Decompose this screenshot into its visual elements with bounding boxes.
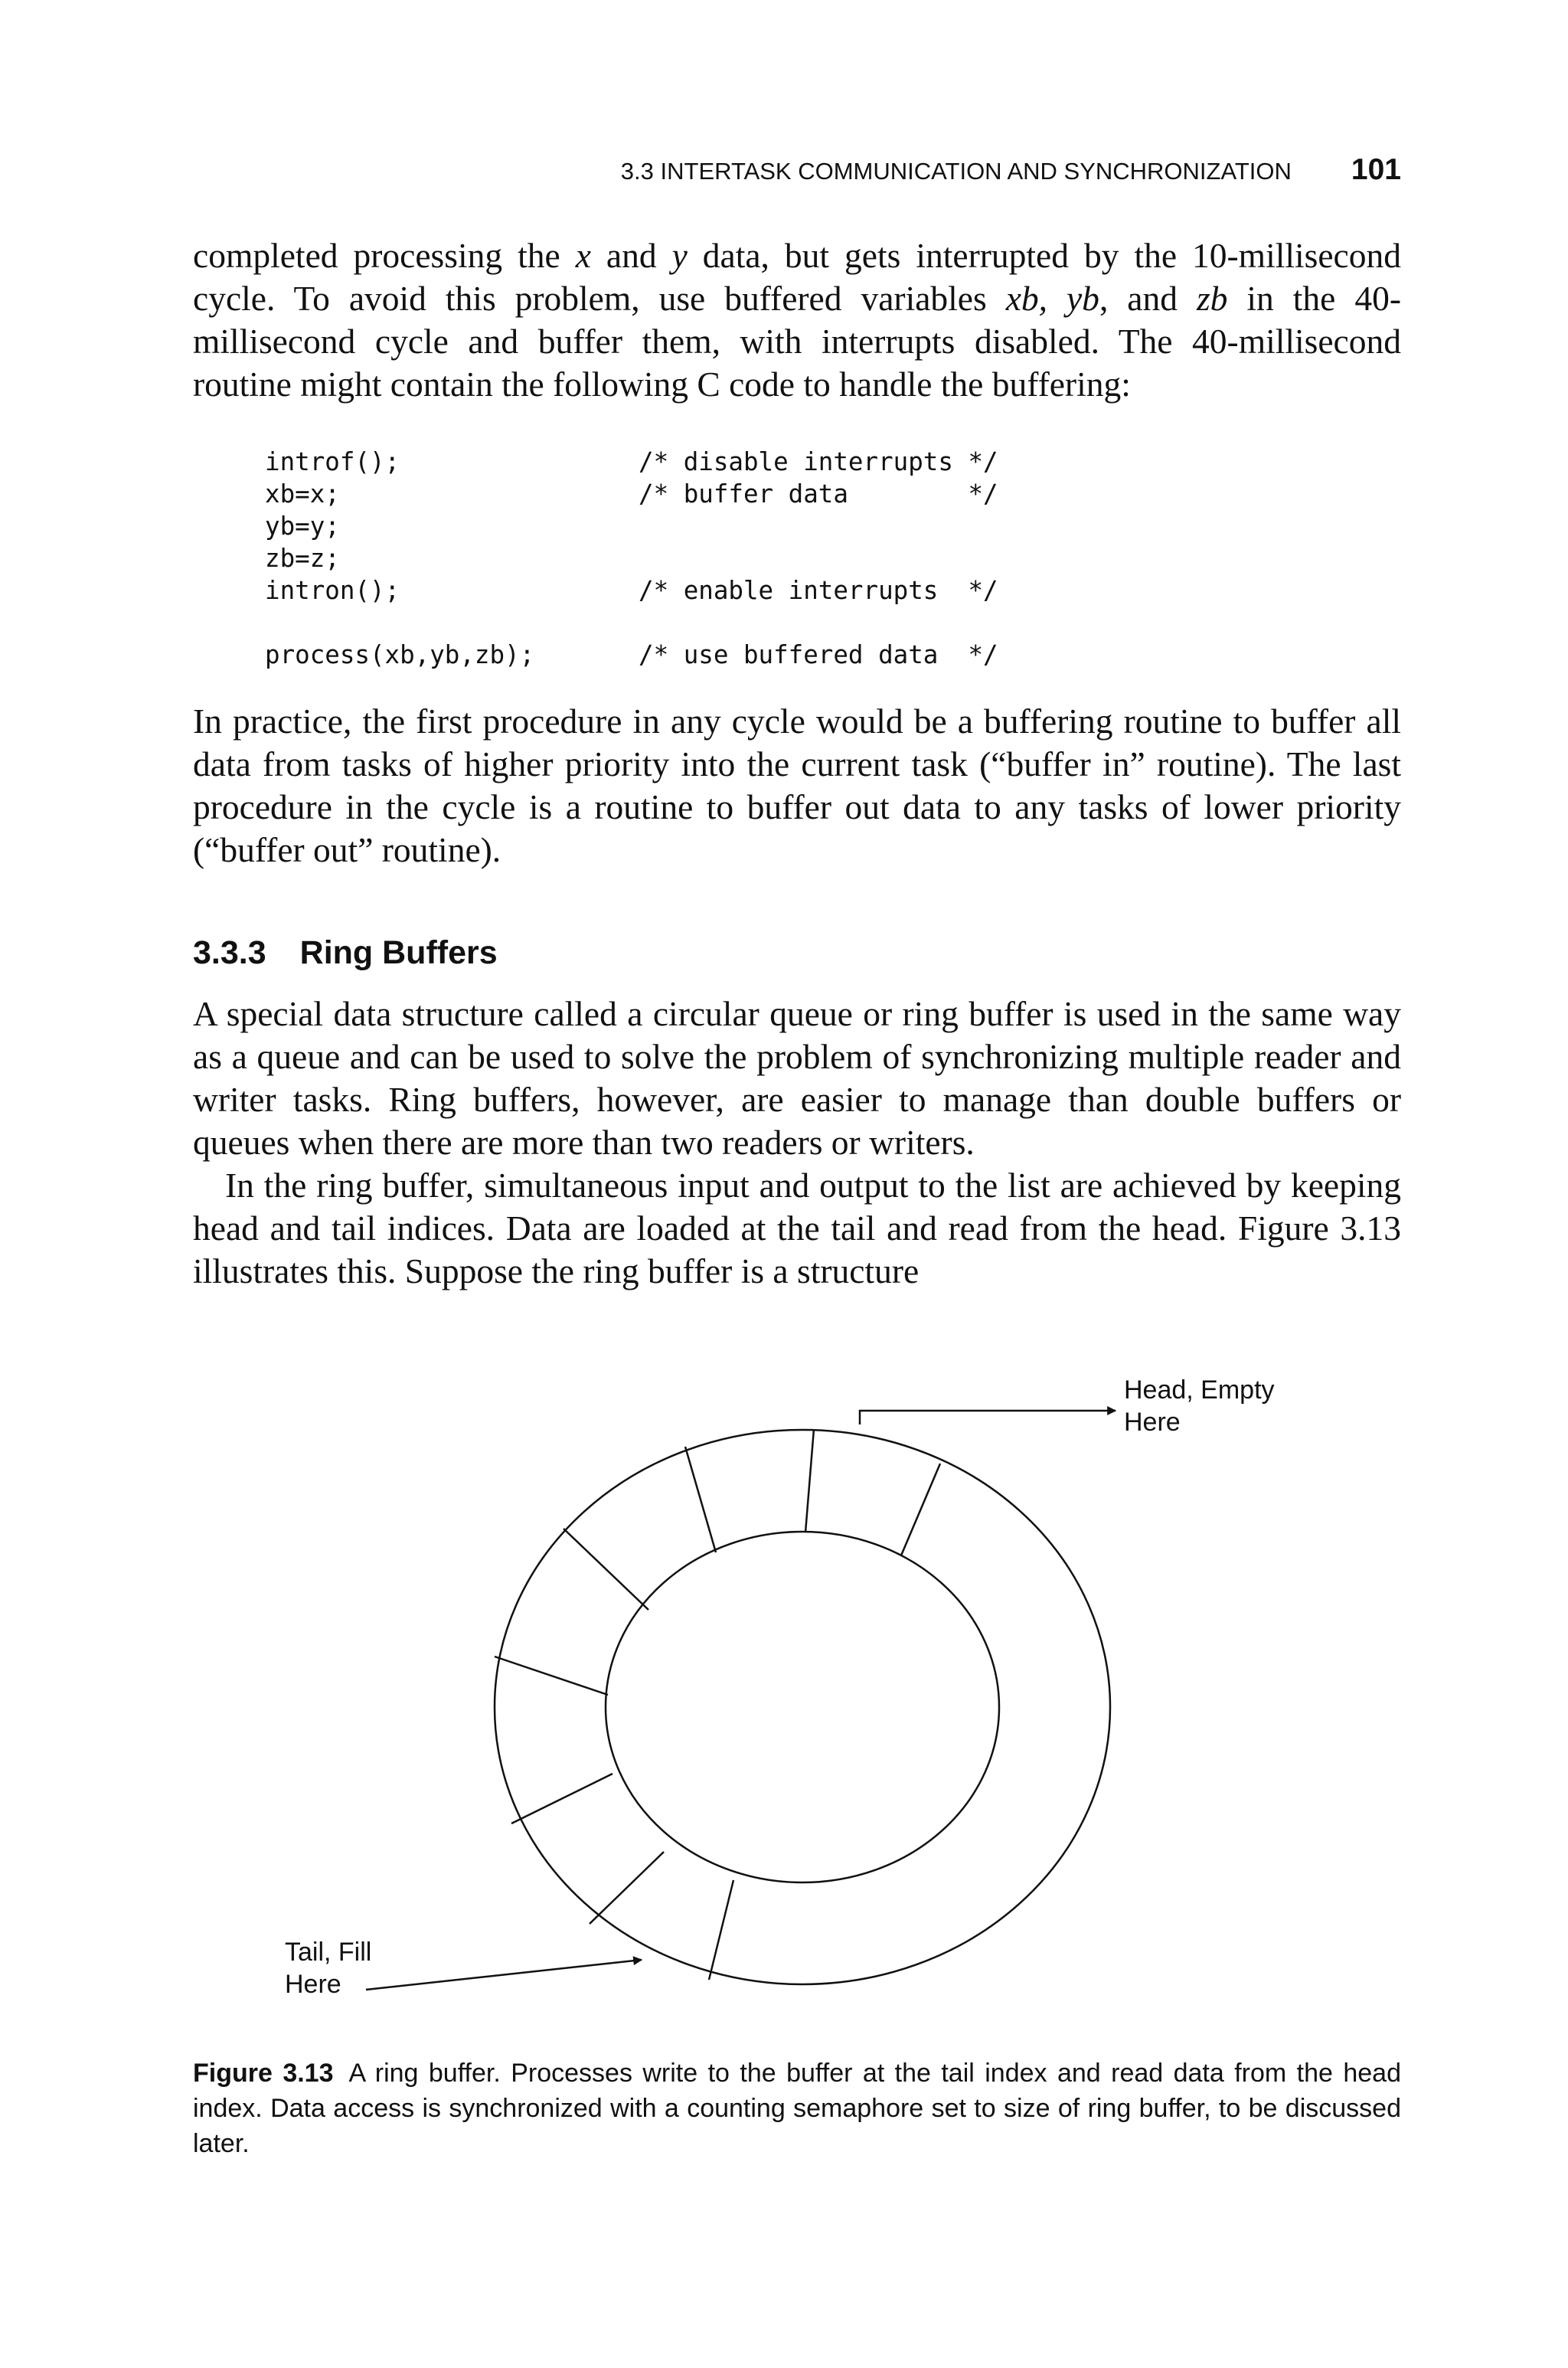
code-line: zb=z; [265,544,340,573]
var-y: y [671,236,688,275]
para1-text-3: data, but gets interrupted by the 10-millisecond cycle. To avoid this problem, use buffered variables [193,236,1401,318]
ring-slot-divider [495,1657,608,1695]
code-line: introf(); /* disable interrupts */ [265,447,998,476]
ring-slot-divider [564,1529,648,1610]
section-heading [193,934,498,972]
paragraph-buffering-intro [193,234,1401,406]
var-x: x [575,236,591,275]
figure-caption-text: A ring buffer. Processes write to the buffer at the tail index and read data from the head index. Data access is synchronized with a counting semaphore set to size of ring buffer, to be discussed later. [193,2059,1401,2158]
paragraph-buffer-in-out: In practice, the first procedure in any cycle would be a buffering routine to buffer all data from tasks of higher priority into the current task (“buffer in” routine). The last procedure in the cycle is a routine to buffer out data to any tasks of lower priority (“buffer out” routine). [193,702,1401,869]
ring-slot-divider [511,1774,612,1823]
code-line: xb=x; /* buffer data */ [265,479,998,509]
running-head-title: 3.3 INTERTASK COMMUNICATION AND SYNCHRONIZATION [620,158,1292,185]
section-number: 3.3.3 [193,934,266,971]
tail-label-line-2: Here [285,1970,341,1999]
head-label-line-2: Here [1124,1408,1181,1437]
code-blank-line [265,607,1107,639]
para1-text-5: in the 40-millisecond cycle and buffer them, with interrupts disabled. The 40-millisecond routine might contain the following C code to handle the buffering: [193,279,1401,404]
var-xb-yb: xb, yb [1005,279,1099,318]
figure-caption [193,2056,1401,2161]
ring-slot-divider [709,1880,733,1980]
ring-slot-divider [590,1852,664,1924]
section-title: Ring Buffers [299,934,498,971]
code-line: process(xb,yb,zb); /* use buffered data */ [265,640,998,669]
code-block [265,446,1107,671]
page-number: 101 [1351,153,1401,186]
tail-pointer-arrow [366,1960,642,1990]
head-pointer-arrow [860,1411,1116,1424]
ring-slot-divider [805,1429,814,1532]
ring-inner-boundary [606,1532,999,1882]
var-zb: zb [1196,279,1228,318]
code-line: intron(); /* enable interrupts */ [265,576,998,605]
ring-slot-divider [901,1464,940,1555]
ring-buffer-figure [0,1363,1568,2022]
ring-slot-divider [685,1447,716,1552]
paragraph-ring-buffer-definition: A special data structure called a circular queue or ring buffer is used in the same way as a queue and can be used to solve the problem of synchronizing multiple reader and writer tasks. Ring buffers, however, are easier to manage than double buffers or queues when there are more than two readers or writers. [193,994,1401,1162]
tail-label-line-1: Tail, Fill [285,1938,372,1967]
paragraph-ring-buffer-indices: In the ring buffer, simultaneous input and output to the list are achieved by keeping head and tail indices. Data are loaded at the tail and read from the head. Figure 3.13 illustrates this. Suppose the ring buffer is a structure [193,1166,1401,1290]
running-head [193,153,1401,187]
ring-outer-boundary [495,1430,1110,1984]
para1-text-1: completed processing the [193,236,576,275]
para1-text-4: , and [1099,279,1197,318]
code-line: yb=y; [265,512,340,541]
figure-caption-label: Figure 3.13 [193,2059,334,2088]
head-label-line-1: Head, Empty [1124,1375,1275,1405]
para1-text-2: and [590,236,672,275]
